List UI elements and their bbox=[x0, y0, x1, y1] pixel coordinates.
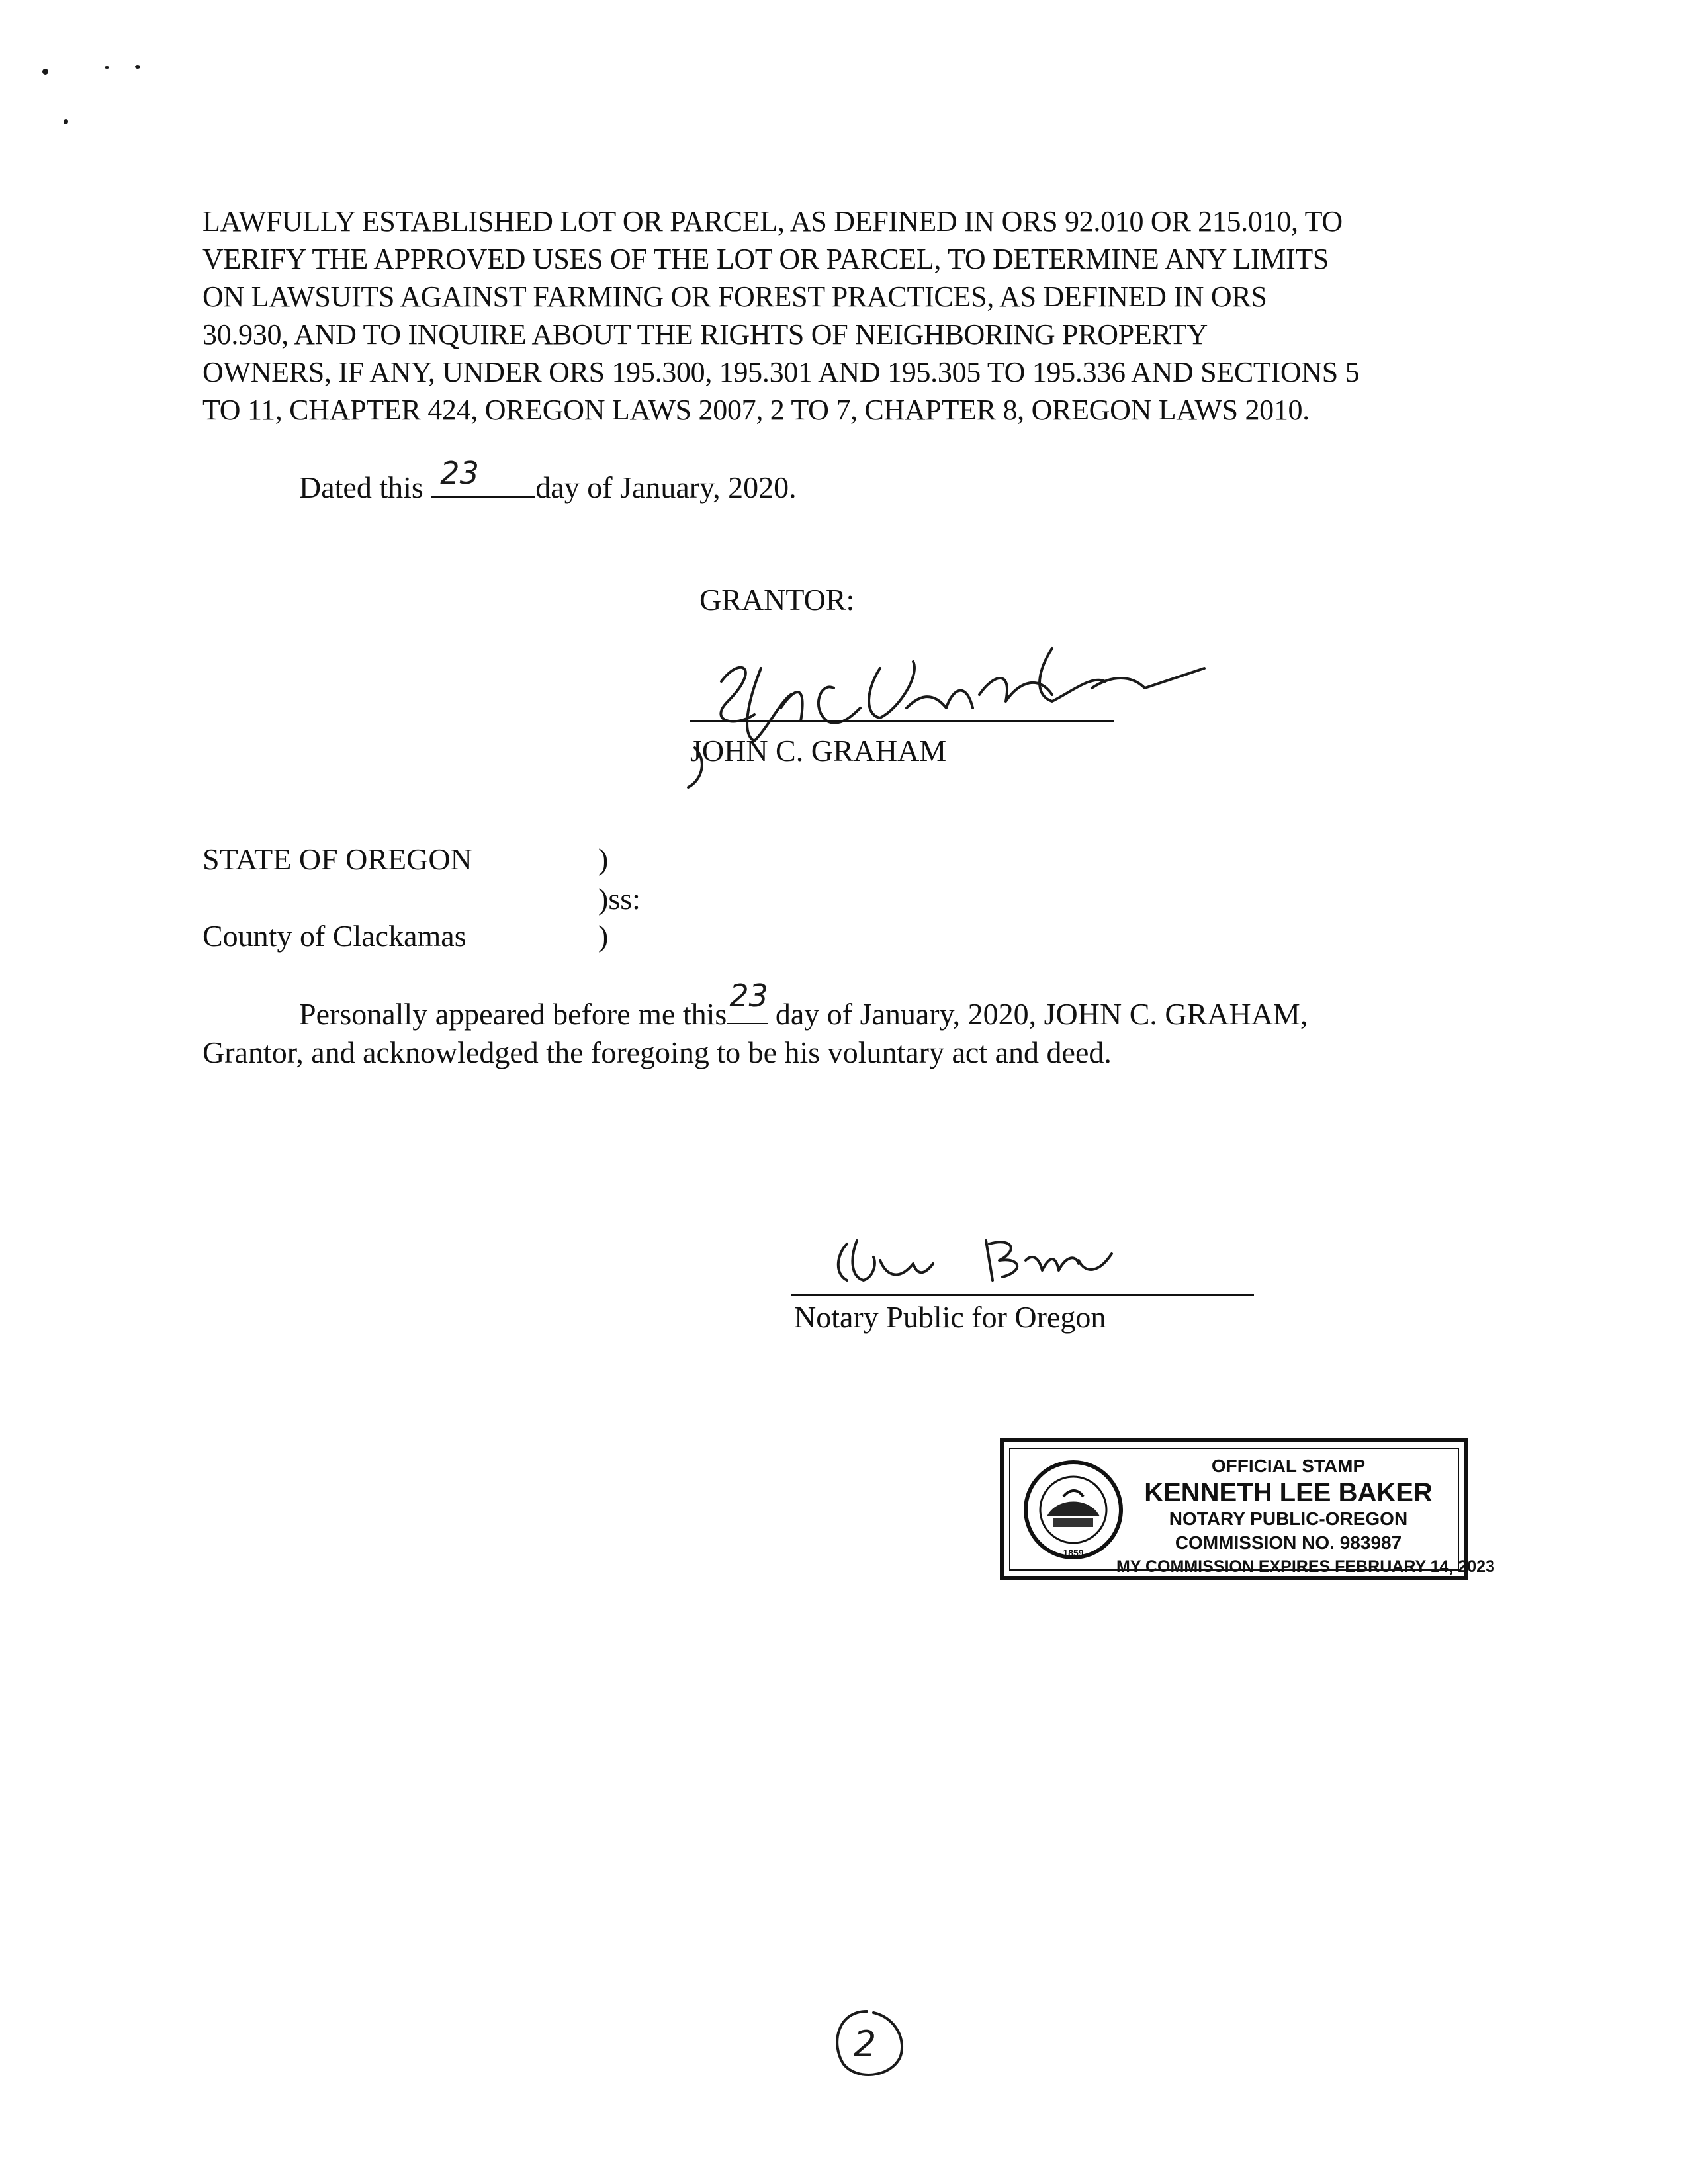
venue-county: County of Clackamas bbox=[202, 919, 467, 953]
stamp-notary-title: NOTARY PUBLIC-OREGON bbox=[1169, 1508, 1408, 1529]
venue-ss: )ss: bbox=[598, 882, 641, 916]
body-line: ON LAWSUITS AGAINST FARMING OR FOREST PRACTICES, AS DEFINED IN ORS bbox=[202, 281, 1267, 313]
grantor-signature bbox=[682, 629, 1211, 794]
scan-speck bbox=[64, 119, 68, 124]
venue-state: STATE OF OREGON bbox=[202, 842, 472, 876]
stamp-notary-name: KENNETH LEE BAKER bbox=[1144, 1478, 1433, 1507]
body-line: 30.930, AND TO INQUIRE ABOUT THE RIGHTS OF NEIGHBORING PROPERTY bbox=[202, 318, 1208, 351]
dated-suffix: day of January, 2020. bbox=[535, 470, 797, 504]
official-notary-stamp bbox=[1000, 1438, 1495, 1580]
dated-line bbox=[299, 455, 797, 505]
body-line: TO 11, CHAPTER 424, OREGON LAWS 2007, 2 TO 7, CHAPTER 8, OREGON LAWS 2010. bbox=[202, 394, 1310, 426]
body-line: VERIFY THE APPROVED USES OF THE LOT OR PARCEL, TO DETERMINE ANY LIMITS bbox=[202, 243, 1329, 275]
notary-signature bbox=[821, 1224, 1191, 1297]
grantor-label: GRANTOR: bbox=[699, 583, 855, 617]
page-number-mark bbox=[824, 2005, 910, 2084]
scan-speck bbox=[42, 69, 48, 75]
seal-year: 1859 bbox=[1063, 1548, 1084, 1558]
dated-day-blank bbox=[431, 455, 535, 498]
acknowledgment-line-1 bbox=[299, 978, 1308, 1031]
body-line: LAWFULLY ESTABLISHED LOT OR PARCEL, AS DEFINED IN ORS 92.010 OR 215.010, TO bbox=[202, 205, 1343, 238]
notary-label: Notary Public for Oregon bbox=[794, 1300, 1106, 1334]
ack-day-blank bbox=[727, 978, 768, 1024]
dated-prefix: Dated this bbox=[299, 470, 423, 504]
deed-body-paragraph bbox=[202, 202, 1499, 429]
body-line: OWNERS, IF ANY, UNDER ORS 195.300, 195.301 AND 195.305 TO 195.336 AND SECTIONS 5 bbox=[202, 356, 1360, 388]
ack-day-handwritten: 23 bbox=[729, 978, 768, 1014]
grantor-name: JOHN C. GRAHAM bbox=[690, 734, 947, 767]
scan-speck bbox=[105, 66, 109, 69]
acknowledgment-line-2: Grantor, and acknowledged the foregoing to be his voluntary act and deed. bbox=[202, 1035, 1112, 1069]
stamp-expiration: MY COMMISSION EXPIRES FEBRUARY 14, 2023 bbox=[1116, 1557, 1495, 1576]
venue-paren-top: ) bbox=[598, 842, 609, 876]
stamp-commission-number: COMMISSION NO. 983987 bbox=[1175, 1532, 1402, 1553]
dated-day-handwritten: 23 bbox=[440, 455, 479, 491]
page-number-digit: 2 bbox=[853, 2023, 877, 2065]
ack-suffix: day of January, 2020, JOHN C. GRAHAM, bbox=[775, 997, 1308, 1031]
scan-speck bbox=[135, 65, 140, 69]
ack-prefix: Personally appeared before me this bbox=[299, 997, 727, 1031]
oregon-state-seal bbox=[1017, 1457, 1130, 1563]
grantor-signature-line bbox=[690, 720, 1114, 722]
notary-signature-line bbox=[791, 1294, 1254, 1296]
venue-paren-bottom: ) bbox=[598, 919, 609, 953]
stamp-text-block bbox=[1116, 1454, 1495, 1579]
stamp-title: OFFICIAL STAMP bbox=[1211, 1456, 1366, 1476]
